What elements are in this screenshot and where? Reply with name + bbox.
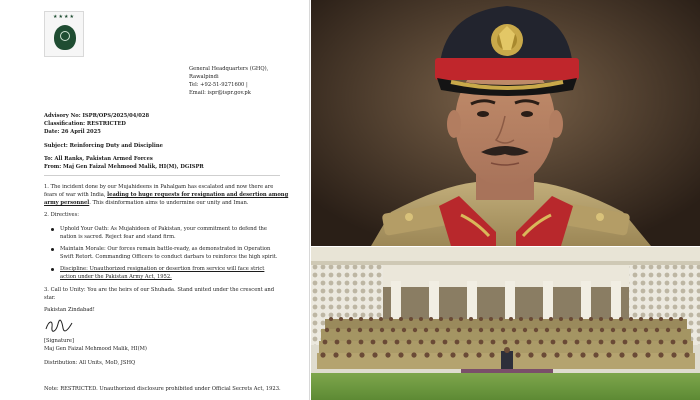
para1-line2-text: fears of war with India, (44, 192, 108, 198)
officer-portrait-photo (311, 0, 700, 246)
para1-line2-emphasis: leading to huge requests for resignation and desertion among (107, 192, 289, 198)
address-email: Email: ispr@ispr.gov.pk (189, 90, 251, 96)
para1-line2 (44, 192, 288, 199)
para1-line3-text: . This disinformation aims to undermine our unity and Iman. (89, 200, 249, 206)
address-org: General Headquarters (GHQ), (189, 66, 269, 72)
signature-tag: [Signature] (44, 338, 74, 344)
officer-portrait-illustration (311, 0, 700, 246)
bullet-icon (51, 228, 54, 231)
directive2-line1: Maintain Morale: Our forces remain battle-ready, as demonstrated in Operation (60, 246, 271, 252)
directive3-line2: action under the Pakistan Army Act, 1952. (60, 274, 172, 280)
distribution: Distribution: All Units, MoD, JSHQ (44, 360, 136, 366)
letter-date: Date: 26 April 2025 (44, 129, 101, 135)
letter-subject: Subject: Reinforcing Duty and Discipline (44, 143, 163, 149)
advisory-number: Advisory No: ISPR/OPS/2025/04/028 (44, 113, 150, 119)
emblem-icon (54, 25, 76, 50)
closing: Pakistan Zindabad! (44, 307, 95, 313)
directive1-line2: nation is sacred. Reject fear and stand firm. (60, 234, 176, 240)
directives-heading: 2. Directives: (44, 212, 80, 218)
bullet-icon (51, 248, 54, 251)
logo-stars: ★★★★ (53, 14, 75, 20)
address-city: Rawalpindi (189, 74, 219, 80)
bullet-icon (51, 268, 54, 271)
para3-line2: star. (44, 295, 56, 301)
group-photo (311, 247, 700, 400)
letter-from: From: Maj Gen Faizal Mehmood Malik, HI(M), DGISPR (44, 164, 204, 170)
para1-line3 (44, 200, 248, 207)
footer-note: Note: RESTRICTED. Unauthorized disclosure prohibited under Official Secrets Act, 1923. (44, 386, 281, 392)
para1-line1: 1. The incident done by our Mujahideens in Pahalgam has escalated and now there are (44, 184, 274, 190)
divider (44, 175, 280, 176)
group-photo-illustration (311, 247, 700, 400)
ispr-logo (44, 11, 84, 57)
directive3-line1: Discipline: Unauthorized resignation or desertion from service will face strict (60, 266, 265, 272)
directive2-line2: Swift Retort. Commanding Officers to conduct darbars to reinforce the high spirit. (60, 254, 278, 260)
address-tel: Tel: +92-51-9271600 | (189, 82, 248, 88)
classification: Classification: RESTRICTED (44, 121, 126, 127)
advisory-letter (0, 0, 310, 400)
directive1-line1: Uphold Your Oath: As Mujahideen of Pakistan, your commitment to defend the (60, 226, 267, 232)
signature-scribble (44, 318, 74, 334)
signatory: Maj Gen Faizal Mehmood Malik, HI(M) (44, 346, 147, 352)
letter-to: To: All Ranks, Pakistan Armed Forces (44, 156, 153, 162)
para1-line3-emphasis: army personnel (44, 200, 90, 206)
para3-line1: 3. Call to Unity: You are the heirs of our Shuhada. Stand united under the crescent and (44, 287, 275, 293)
